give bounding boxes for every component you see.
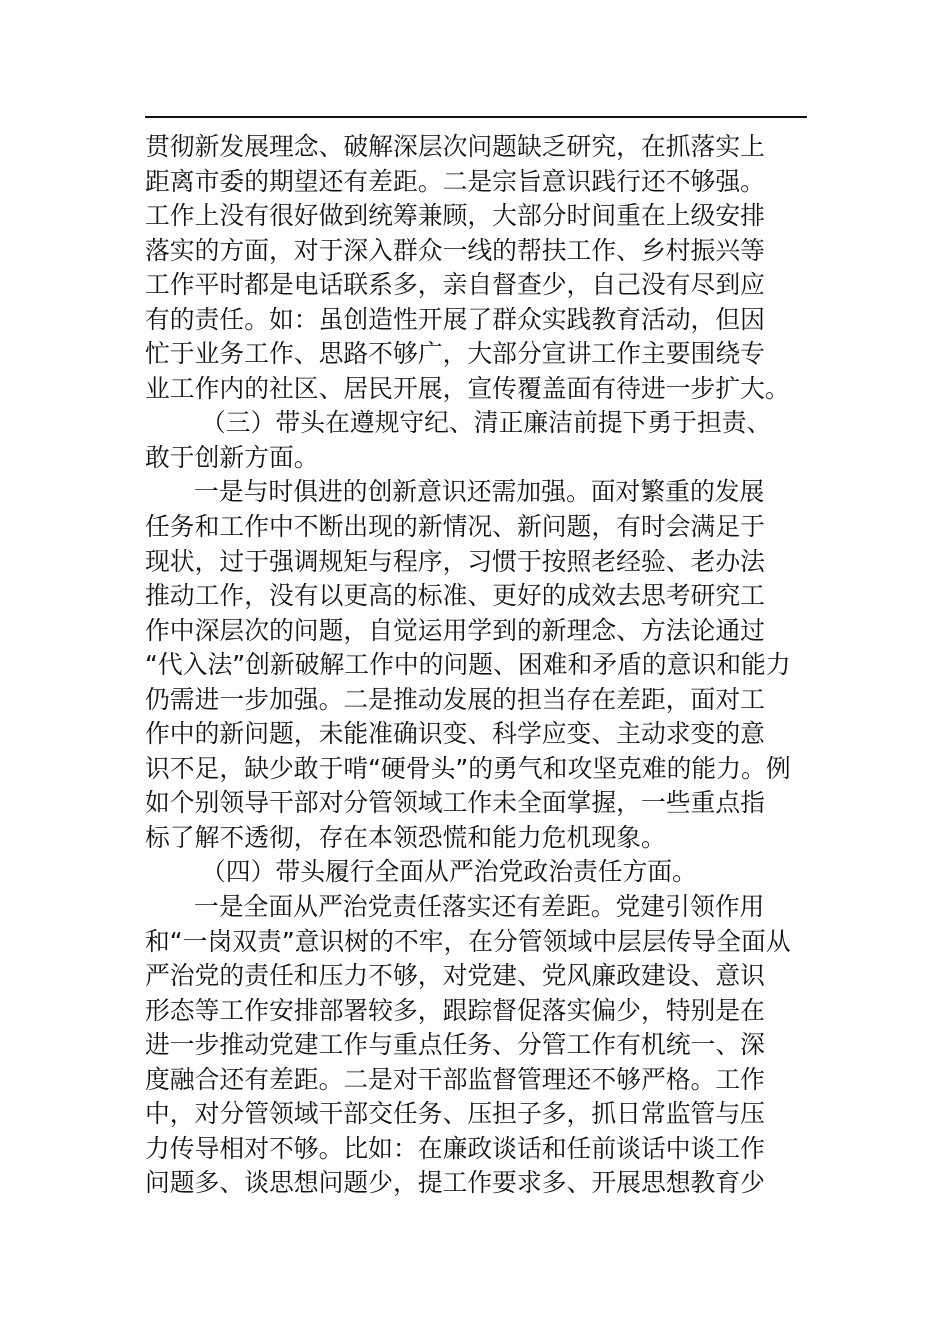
text-line: 工作上没有很好做到统筹兼顾，大部分时间重在上级安排 (145, 201, 765, 231)
text-line: 任务和工作中不断出现的新情况、新问题，有时会满足于 (145, 512, 765, 542)
header-rule (145, 116, 807, 118)
text-line: 有的责任。如：虽创造性开展了群众实践教育活动，但因 (145, 304, 765, 334)
text-line: 识不足，缺少敢于啃“硬骨头”的勇气和攻坚克难的能力。例 (145, 753, 791, 783)
text-line: 和“一岗双责”意识树的不牢，在分管领域中层层传导全面从 (145, 926, 791, 956)
text-line: 贯彻新发展理念、破解深层次问题缺乏研究，在抓落实上 (145, 132, 765, 161)
text-line: 一是与时俱进的创新意识还需加强。面对繁重的发展 (194, 477, 765, 507)
text-line: 推动工作，没有以更高的标准、更好的成效去思考研究工 (145, 581, 765, 611)
text-line: 一是全面从严治党责任落实还有差距。党建引领作用 (194, 892, 765, 922)
text-line: 标了解不透彻，存在本领恐慌和能力危机现象。 (145, 822, 666, 852)
text-line: 距离市委的期望还有差距。二是宗旨意识践行还不够强。 (145, 166, 765, 196)
text-line: 作中的新问题，未能准确识变、科学应变、主动求变的意 (145, 719, 765, 749)
text-line: （三）带头在遵规守纪、清正廉洁前提下勇于担责、 (201, 408, 772, 438)
text-line: 度融合还有差距。二是对干部监督管理还不够严格。工作 (145, 1064, 765, 1094)
text-line: 严治党的责任和压力不够，对党建、党风廉政建设、意识 (145, 961, 765, 991)
text-line: 现状，过于强调规矩与程序，习惯于按照老经验、老办法 (145, 546, 765, 576)
text-line: 力传导相对不够。比如：在廉政谈话和任前谈话中谈工作 (145, 1133, 765, 1163)
text-line: 落实的方面，对于深入群众一线的帮扶工作、乡村振兴等 (145, 235, 765, 265)
text-line: 形态等工作安排部署较多，跟踪督促落实偏少，特别是在 (145, 995, 765, 1025)
text-line: 忙于业务工作、思路不够广，大部分宣讲工作主要围绕专 (145, 339, 765, 369)
text-line: （四）带头履行全面从严治党政治责任方面。 (201, 857, 697, 887)
text-line: 作中深层次的问题，自觉运用学到的新理念、方法论通过 (145, 615, 765, 645)
text-line: 敢于创新方面。 (145, 442, 319, 472)
text-line: 如个别领导干部对分管领域工作未全面掌握，一些重点指 (145, 788, 765, 818)
text-line: 工作平时都是电话联系多，亲自督查少，自己没有尽到应 (145, 270, 765, 300)
body-text (145, 130, 810, 1201)
text-line: “代入法”创新破解工作中的问题、困难和矛盾的意识和能力 (145, 650, 791, 680)
text-line: 进一步推动党建工作与重点任务、分管工作有机统一、深 (145, 1030, 765, 1060)
text-line: 业工作内的社区、居民开展，宣传覆盖面有待进一步扩大。 (145, 373, 790, 403)
text-line: 问题多、谈思想问题少，提工作要求多、开展思想教育少 (145, 1168, 765, 1198)
text-line: 仍需进一步加强。二是推动发展的担当存在差距，面对工 (145, 684, 765, 714)
text-line: 中，对分管领域干部交任务、压担子多，抓日常监管与压 (145, 1099, 765, 1129)
